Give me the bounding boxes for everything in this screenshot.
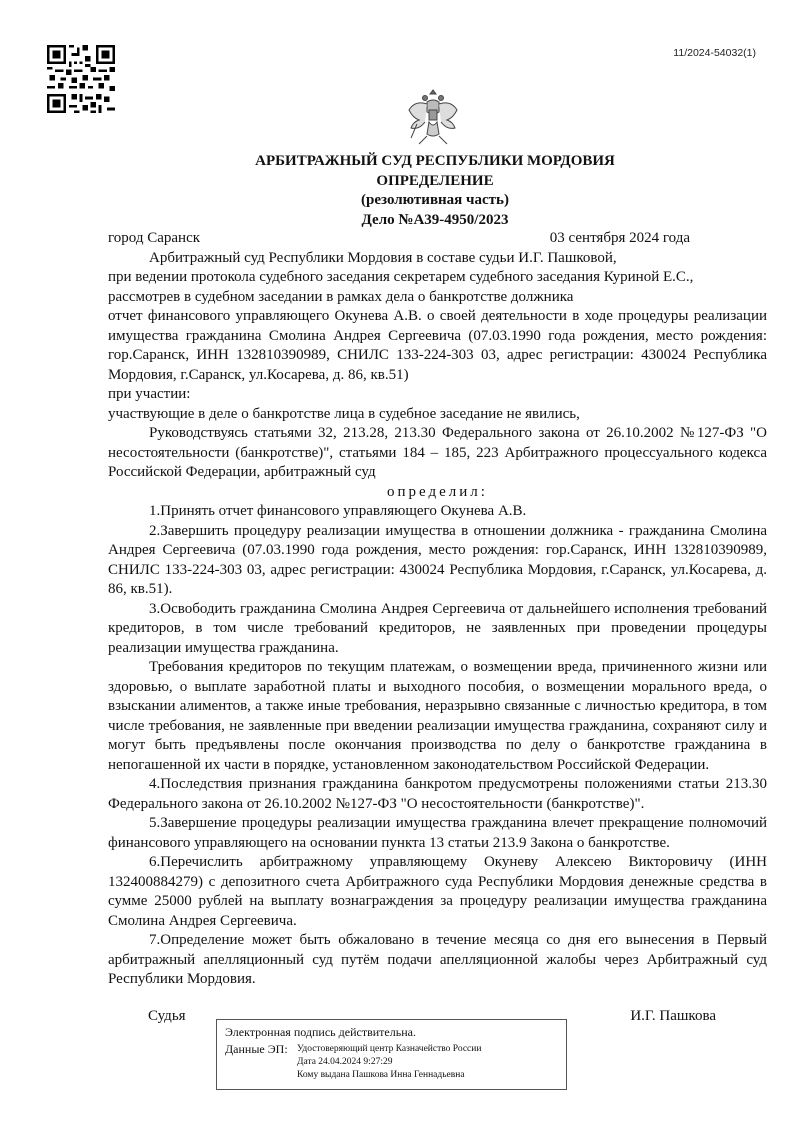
- ep-owner: Кому выдана Пашкова Инна Геннадьевна: [297, 1070, 465, 1080]
- document-subtitle: (резолютивная часть): [361, 192, 509, 208]
- document-header: [0, 152, 800, 230]
- intro-paragraph: при участии:: [108, 386, 191, 402]
- ruling-item: 6.Перечислить арбитражному управляющему Окуневу Алексею Викторовичу (ИНН 132400884279) с депозитного счета Арбитражного суда Республики Мордовия денежные средства в сумме 25000 рублей на выплату вознаграждения за процедуру реализации имущества гражданина Смолина Андрея Сергеевича.: [108, 854, 767, 929]
- russian-coat-of-arms-icon: [405, 86, 461, 148]
- document-number: 11/2024-54032(1): [673, 47, 756, 59]
- ruling-item: Требования кредиторов по текущим платежам, о возмещении вреда, причиненного жизни или здоровью, о выплате заработной платы и выходного пособия, о возмещении морального вреда, о взыскании алиментов, а также иные требования, неразрывно связанные с личностью кредитора, в том числе требования, не заявленные при введении реализации имущества гражданина, сохраняют силу и могут быть предъявлены после окончания производства по делу о банкротстве гражданина в непогашенной их части в порядке, установленном законодательством Российской Федерации.: [108, 659, 767, 773]
- ruling-item: 2.Завершить процедуру реализации имущества в отношении должника - гражданина Смолина Андрея Сергеевича (07.03.1990 года рождения, место рождения: гор.Саранск, ИНН 132810390989, СНИЛС 133-224-303 03, адрес регистрации: 430024 Республика Мордовия, г.Саранск, ул.Косарева, д. 86, кв.51).: [108, 522, 767, 597]
- intro-paragraph: рассмотрев в судебном заседании в рамках дела о банкротстве должника: [108, 288, 574, 305]
- ep-label: Данные ЭП:: [225, 1042, 288, 1056]
- place: город Саранск: [108, 230, 201, 246]
- document-type: ОПРЕДЕЛЕНИЕ: [376, 172, 494, 189]
- court-name: АРБИТРАЖНЫЙ СУД РЕСПУБЛИКИ МОРДОВИЯ: [255, 153, 615, 169]
- date: 03 сентября 2024 года: [549, 230, 690, 246]
- ep-date: Дата 24.04.2024 9:27:29: [297, 1057, 393, 1067]
- ruling-item: 5.Завершение процедуры реализации имущества гражданина влечет прекращение полномочий финансового управляющего на основании пункта 13 статьи 213.9 Закона о банкротстве.: [108, 815, 767, 851]
- place-date-row: [108, 229, 767, 249]
- ep-data: [225, 1043, 558, 1082]
- document-body: [108, 229, 767, 990]
- ep-title: Электронная подпись действительна.: [225, 1025, 416, 1039]
- judge-role: Судья: [148, 1008, 186, 1024]
- ep-issuer: Удостоверяющий центр Казначейство России: [297, 1044, 482, 1054]
- qr-code-icon: [47, 45, 115, 113]
- intro-paragraph: Арбитражный суд Республики Мордовия в составе судьи И.Г. Пашковой,: [149, 249, 617, 266]
- case-number: Дело №А39-4950/2023: [361, 211, 509, 228]
- ruling-item: 3.Освободить гражданина Смолина Андрея Сергеевича от дальнейшего исполнения требований кредиторов, в том числе требований кредиторов, не заявленных при проведении процедуры реализации имущества гражданина.: [108, 600, 767, 656]
- ruling-item: 1.Принять отчет финансового управляющего Окунева А.В.: [149, 503, 527, 519]
- ruling-item: 7.Определение может быть обжаловано в течение месяца со дня его вынесения в Первый арбитражный апелляционный суд путём подачи апелляционной жалобы через Арбитражный суд Республики Мордовия.: [108, 932, 767, 987]
- intro-paragraph: участвующие в деле о банкротстве лица в судебное заседание не явились,: [108, 405, 580, 422]
- electronic-signature-box: [216, 1019, 567, 1090]
- judge-name: И.Г. Пашкова: [630, 1008, 716, 1024]
- ep-lines: [297, 1043, 481, 1082]
- ruling-item: 4.Последствия признания гражданина банкротом предусмотрены положениями статьи 213.30 Федерального закона от 26.10.2002 №127-ФЗ "О несостоятельности (банкротстве)".: [108, 776, 767, 812]
- intro-paragraph: отчет финансового управляющего Окунева А.В. о своей деятельности в ходе процедуры реализации имущества гражданина Смолина Андрея Сергеевича (07.03.1990 года рождения, место рождения: гор.Саранск, ИНН 132810390989, СНИЛС 133-224-303 03, адрес регистрации: 430024 Республика Мордовия, г.Саранск, ул.Косарева, д. 86, кв.51): [108, 308, 767, 383]
- intro-paragraph: при ведении протокола судебного заседания секретарем судебного заседания Куриной Е.С.,: [108, 269, 694, 285]
- decided-heading: определил:: [387, 483, 488, 500]
- intro-paragraph: Руководствуясь статьями 32, 213.28, 213.30 Федерального закона от 26.10.2002 №127-ФЗ "О несостоятельности (банкротстве)", статьями 184 – 185, 223 Арбитражного процессуального кодекса Российской Федерации, арбитражный суд: [108, 425, 767, 480]
